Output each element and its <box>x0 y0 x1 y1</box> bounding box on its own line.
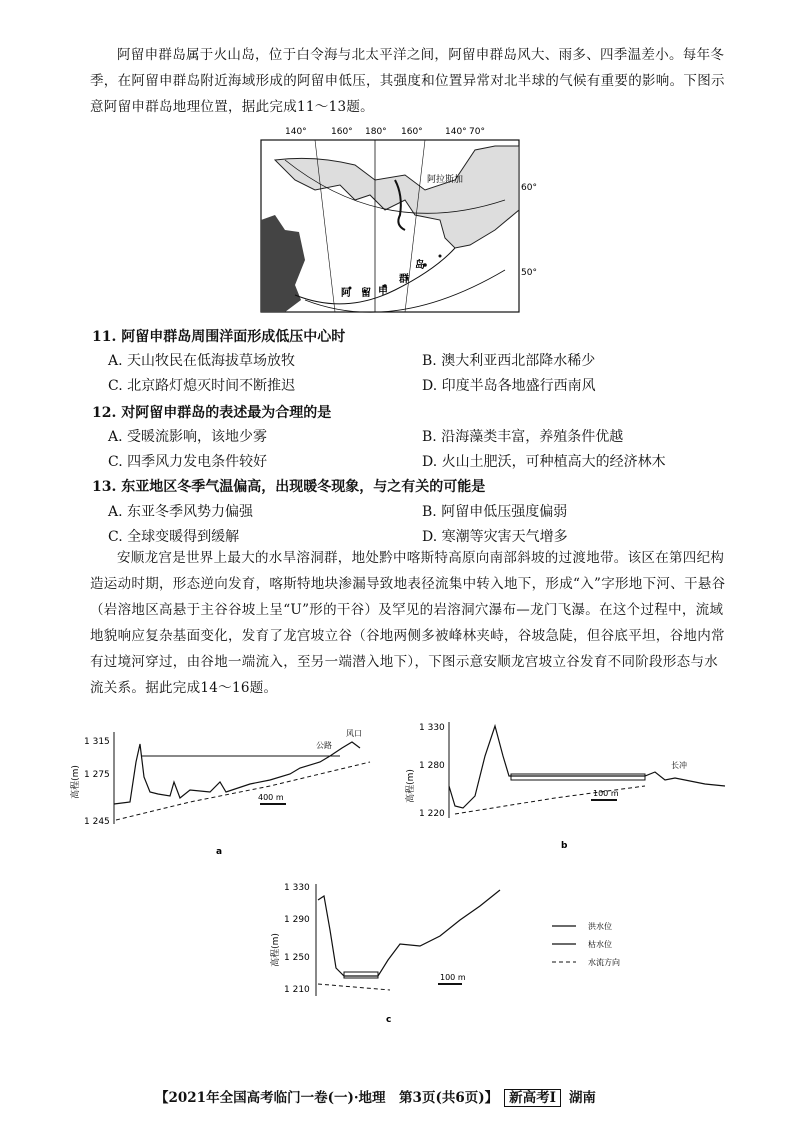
asia-coast <box>261 215 305 312</box>
footer-text: 【2021年全国高考临门一卷(一)·地理 第3页(共6页)】 <box>155 1090 499 1106</box>
panel-label: a <box>216 847 223 857</box>
scale: 100 m <box>593 789 619 798</box>
lon-label: 160° <box>401 127 423 137</box>
legend-flood: 洪水位 <box>588 922 612 931</box>
passage-longgong: 安顺龙宫是世界上最大的水旱溶洞群，地处黔中喀斯特高原向南部斜坡的过渡地带。该区在第四纪构造运动时期，形态逆向发育，喀斯特地块渗漏导致地表径流集中转入地下，形成“入”字形地下河、干悬谷（岩溶地区高悬于主谷谷坡上呈“U”形的干谷）及罕见的岩溶洞穴瀑布—龙门飞瀑。在这个过程中，流域地貌响应复杂基面变化，发育了龙宫坡立谷（谷地两侧多被峰林夹峙，谷坡急陡，但谷底平坦，谷地内常有过境河穿过，由谷地一端流入，至另一端潜入地下），下图示意安顺龙宫坡立谷发育不同阶段形态与水流关系。据此完成14～16题。 <box>90 550 726 696</box>
profile-c <box>270 880 520 1030</box>
tick-label: 1 250 <box>284 953 310 963</box>
option-12c[interactable]: C. 四季风力发电条件较好 <box>108 454 268 470</box>
profile-legend <box>548 918 688 978</box>
lon-label: 70° <box>469 127 485 137</box>
option-13b[interactable]: B. 阿留申低压强度偏弱 <box>422 504 568 520</box>
ylabel: 高程(m) <box>271 933 281 967</box>
profile-a <box>70 722 390 862</box>
tick-label: 1 280 <box>419 761 445 771</box>
tick-label: 1 275 <box>84 770 110 780</box>
lat-label: 60° <box>521 183 537 193</box>
option-12b[interactable]: B. 沿海藻类丰富，养殖条件优越 <box>422 429 624 445</box>
question-13: 13. 东亚地区冬季气温偏高，出现暖冬现象，与之有关的可能是 <box>92 479 486 495</box>
option-11b[interactable]: B. 澳大利亚西北部降水稀少 <box>422 353 596 369</box>
footer-region: 湖南 <box>568 1090 596 1106</box>
panel-label: b <box>561 841 568 851</box>
lon-label: 140° <box>445 127 467 137</box>
tick-label: 1 330 <box>284 883 310 893</box>
lon-label: 180° <box>365 127 387 137</box>
footer-badge: 新高考Ⅰ <box>504 1089 561 1107</box>
lon-label: 160° <box>331 127 353 137</box>
option-11a[interactable]: A. 天山牧民在低海拔草场放牧 <box>108 353 296 369</box>
terrain-line <box>318 890 500 976</box>
option-12a[interactable]: A. 受暖流影响，该地少雾 <box>108 429 268 445</box>
lon-label: 140° <box>285 127 307 137</box>
tick-label: 1 330 <box>419 723 445 733</box>
tick-label: 1 315 <box>84 737 110 747</box>
tick-label: 1 220 <box>419 809 445 819</box>
meridian-line <box>405 140 425 312</box>
option-13c[interactable]: C. 全球变暖得到缓解 <box>108 529 240 545</box>
tick-label: 1 210 <box>284 985 310 995</box>
label-alaska: 阿拉斯加 <box>427 175 464 185</box>
option-12d[interactable]: D. 火山土肥沃，可种植高大的经济林木 <box>422 454 666 470</box>
label-aleutian-3: 申 <box>378 286 388 297</box>
profile-b <box>405 716 735 856</box>
label-aleutian-5: 岛 <box>415 260 425 271</box>
legend-flow: 水流方向 <box>588 958 620 967</box>
label-aleutian-1: 阿 <box>341 288 351 299</box>
scale: 400 m <box>258 793 284 802</box>
north-land <box>275 146 519 248</box>
label-aleutian-2: 留 <box>361 288 371 299</box>
footer <box>155 1086 596 1106</box>
legend-low: 枯水位 <box>588 940 612 949</box>
label-road: 公路 <box>316 741 332 750</box>
option-11c[interactable]: C. 北京路灯熄灭时间不断推迟 <box>108 378 296 394</box>
label-pass: 风口 <box>346 729 362 738</box>
scale: 100 m <box>440 973 466 982</box>
label-fan: 长冲 <box>671 761 687 770</box>
option-13a[interactable]: A. 东亚冬季风势力偏强 <box>108 504 254 520</box>
lat-label: 50° <box>521 268 537 278</box>
tick-label: 1 290 <box>284 915 310 925</box>
ylabel: 高程(m) <box>71 765 81 799</box>
option-11d[interactable]: D. 印度半岛各地盛行西南风 <box>422 378 596 394</box>
question-12: 12. 对阿留申群岛的表述最为合理的是 <box>92 405 332 421</box>
aleutian-map <box>255 120 545 320</box>
option-13d[interactable]: D. 寒潮等灾害天气增多 <box>422 529 568 545</box>
ylabel: 高程(m) <box>406 769 416 803</box>
tick-label: 1 245 <box>84 817 110 827</box>
label-aleutian-4: 群 <box>399 274 409 285</box>
passage-aleutian: 阿留申群岛属于火山岛，位于白令海与北太平洋之间，阿留申群岛风大、雨多、四季温差小。每年冬季，在阿留申群岛附近海域形成的阿留申低压，其强度和位置异常对北半球的气候有重要的影响。下图示意阿留申群岛地理位置，据此完成11～13题。 <box>90 47 725 115</box>
panel-label: c <box>386 1015 392 1025</box>
question-11: 11. 阿留申群岛周围洋面形成低压中心时 <box>92 329 346 345</box>
